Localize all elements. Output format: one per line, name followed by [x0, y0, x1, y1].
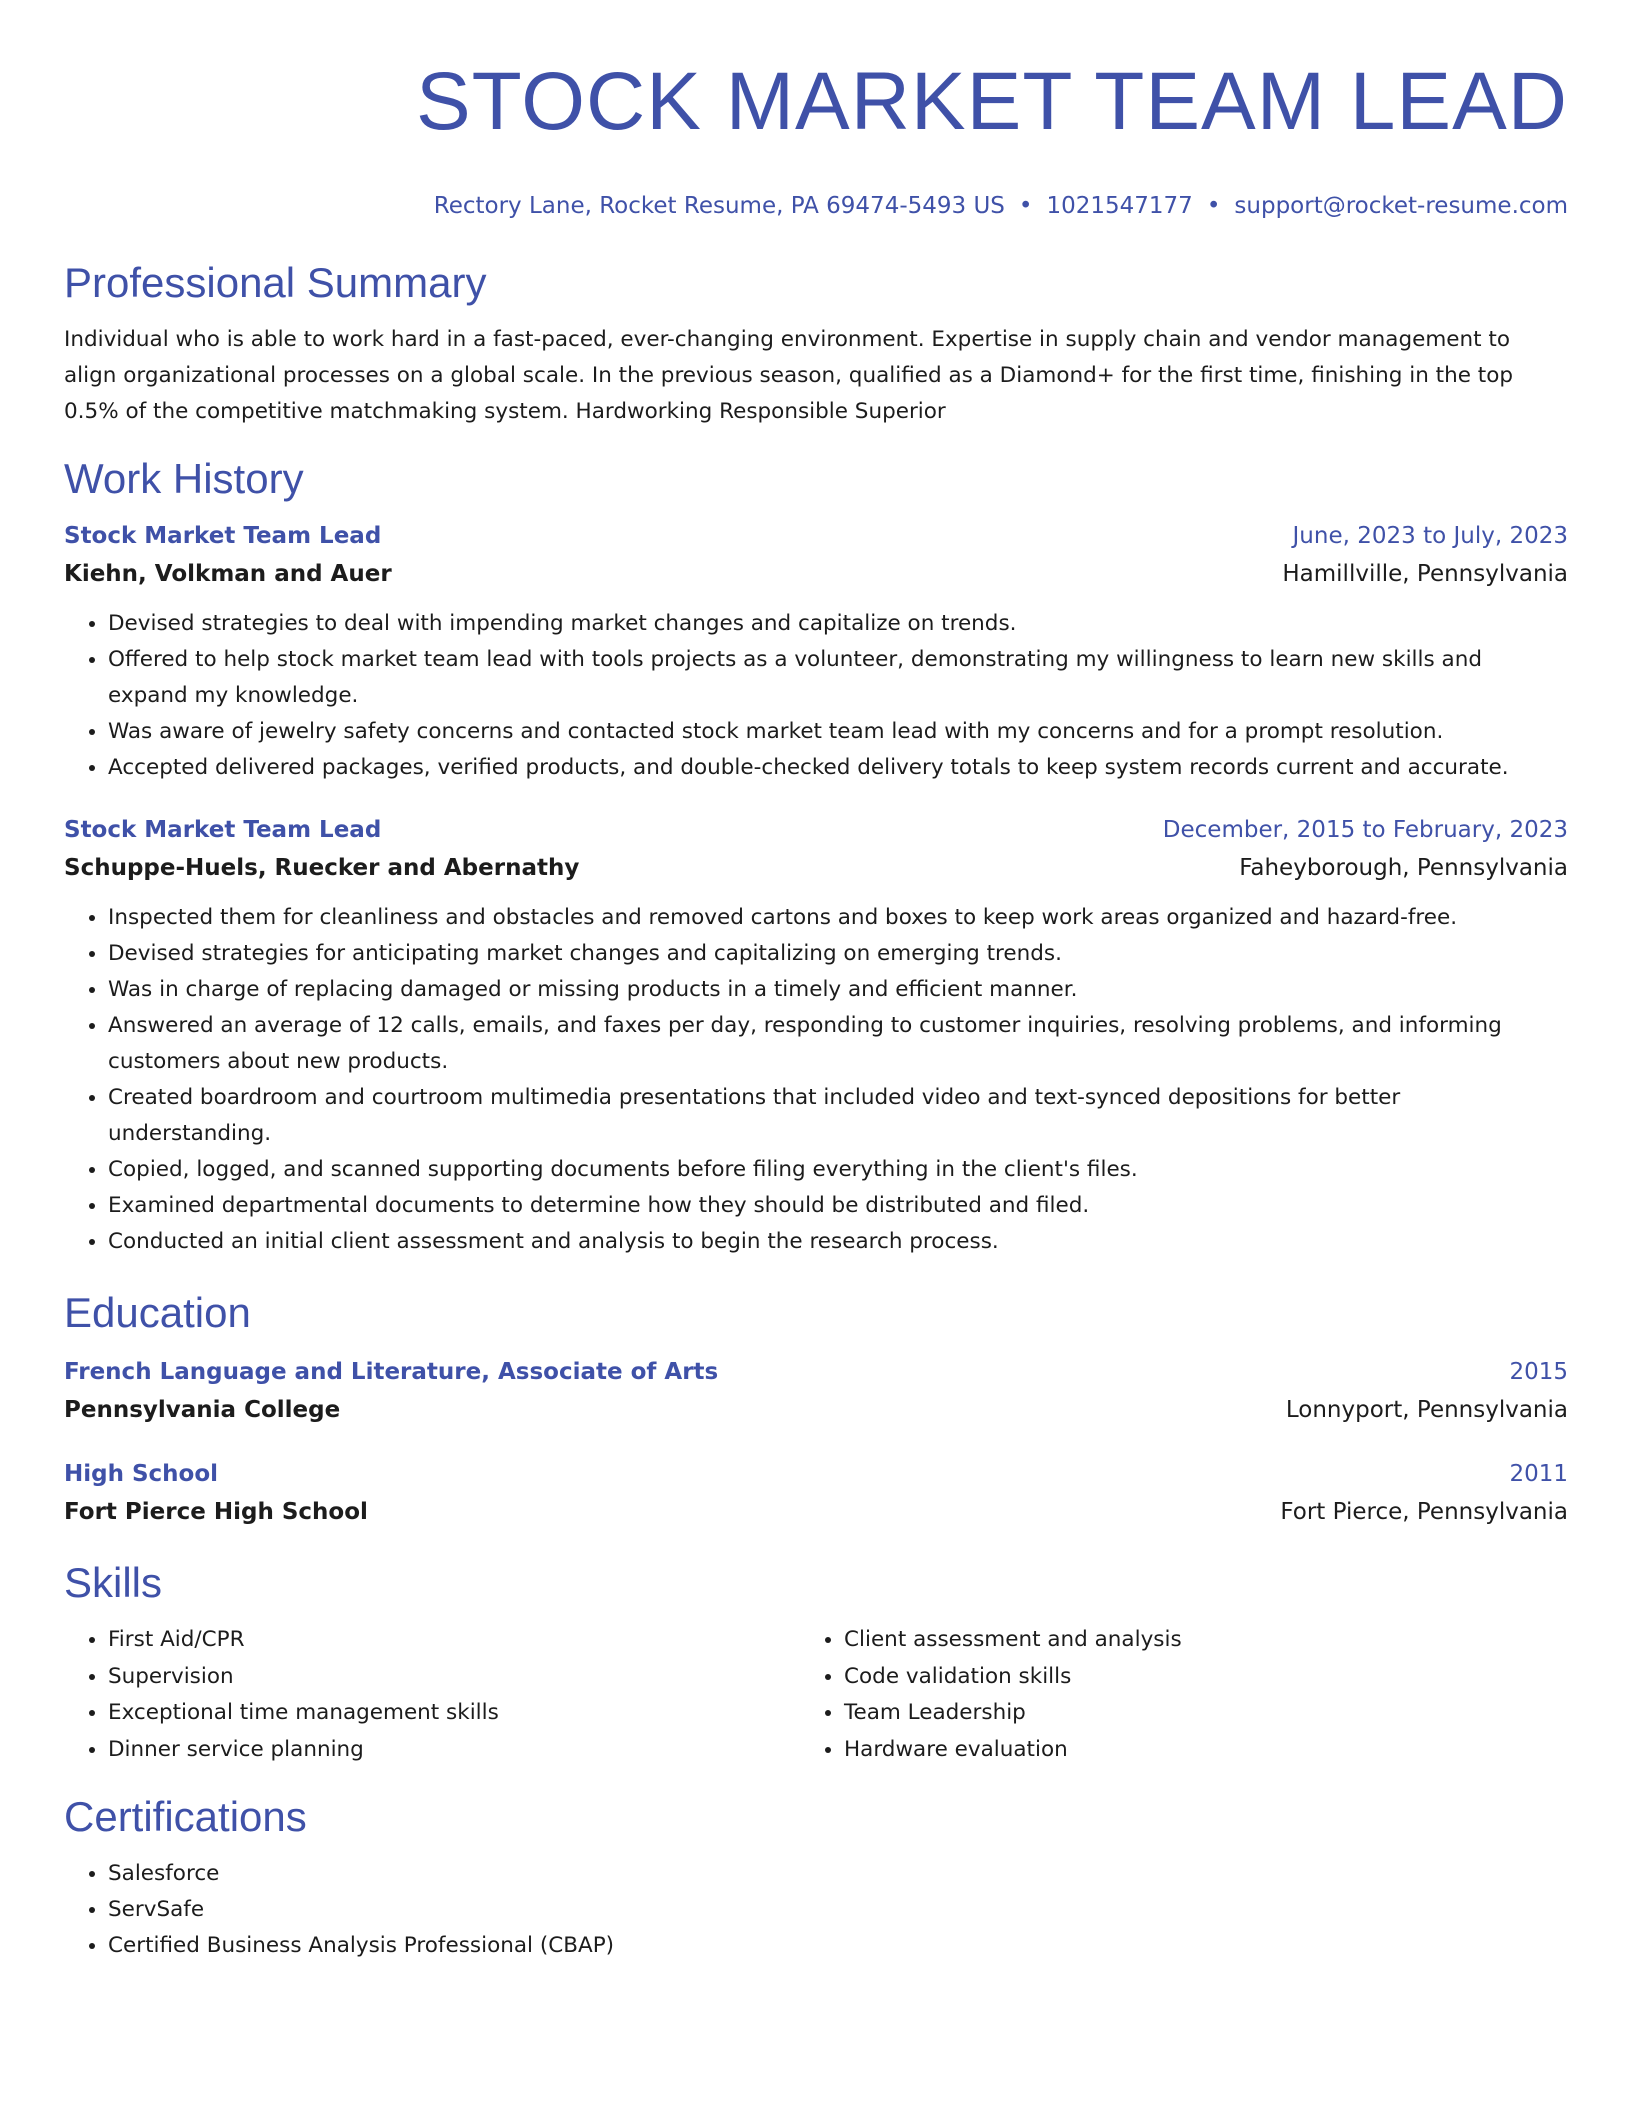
summary-text: Individual who is able to work hard in a fast-paced, ever-changing environment. Expertise in supply chain and vendor management to align organizational processes on a global scale. In the previous season, qualified as a Diamond+ for the first time, finishing in the top 0.5% of the competitive matchmaking system. Hardworking Responsible Superior [64, 327, 1514, 424]
skills-list [64, 1622, 800, 1768]
job-header [64, 812, 1568, 848]
skills-grid [64, 1622, 1568, 1768]
certification-item: • Salesforce [108, 1856, 1568, 1892]
job-company: Kiehn, Volkman and Auer [64, 561, 392, 587]
job-role: Stock Market Team Lead [64, 523, 382, 549]
education-entry [64, 1456, 1568, 1532]
job-bullet: • Was aware of jewelry safety concerns and contacted stock market team lead with my concerns and for a prompt resolution. [108, 714, 1568, 750]
contact-address: Rectory Lane, Rocket Resume, PA 69474-5493 US [433, 193, 1005, 219]
job-bullet: • Examined departmental documents to determine how they should be distributed and filed. [108, 1188, 1568, 1224]
job-header [64, 518, 1568, 554]
job-role: Stock Market Team Lead [64, 817, 382, 843]
job-bullet: • Copied, logged, and scanned supporting documents before filing everything in the client's files. [108, 1152, 1568, 1188]
education-degree: High School [64, 1461, 219, 1487]
skill-item: • Dinner service planning [108, 1732, 800, 1769]
work-history-heading: Work History [64, 455, 304, 502]
skills-column-left [64, 1622, 800, 1768]
job-bullet: • Answered an average of 12 calls, emails, and faxes per day, responding to customer inquiries, resolving problems, and informing customers about new products. [108, 1008, 1568, 1080]
contact-separator: • [1018, 193, 1033, 219]
job-subheader [64, 554, 1568, 594]
job-bullet: • Offered to help stock market team lead with tools projects as a volunteer, demonstrating my willingness to learn new skills and expand my knowledge. [108, 642, 1568, 714]
education-heading: Education [64, 1289, 251, 1336]
job-bullet: • Devised strategies for anticipating market changes and capitalizing on emerging trends. [108, 936, 1568, 972]
certification-item: • ServSafe [108, 1892, 1568, 1928]
job-bullet: • Created boardroom and courtroom multimedia presentations that included video and text-synced depositions for better understanding. [108, 1080, 1568, 1152]
certifications-heading: Certifications [64, 1793, 307, 1840]
skills-list [800, 1622, 1536, 1768]
skill-item: • Client assessment and analysis [844, 1622, 1536, 1659]
contact-email[interactable]: support@rocket-resume.com [1234, 193, 1568, 219]
contact-separator: • [1206, 193, 1221, 219]
job-entry [64, 812, 1568, 1260]
job-dates: June, 2023 to July, 2023 [1292, 523, 1568, 549]
job-bullet: • Devised strategies to deal with impending market changes and capitalize on trends. [108, 606, 1568, 642]
education-degree: French Language and Literature, Associate of Arts [64, 1359, 719, 1385]
skills-heading: Skills [64, 1559, 163, 1606]
education-school: Pennsylvania College [64, 1397, 341, 1423]
job-bullets [64, 606, 1568, 786]
summary-heading: Professional Summary [64, 259, 487, 306]
job-dates: December, 2015 to February, 2023 [1162, 817, 1568, 843]
education-year: 2011 [1509, 1461, 1568, 1487]
job-entry [64, 518, 1568, 786]
skill-item: • Exceptional time management skills [108, 1695, 800, 1732]
education-location: Lonnyport, Pennsylvania [1285, 1397, 1568, 1423]
education-header [64, 1354, 1568, 1390]
job-bullet: • Conducted an initial client assessment and analysis to begin the research process. [108, 1224, 1568, 1260]
resume-name: STOCK MARKET TEAM LEAD [415, 56, 1568, 147]
job-bullet: • Accepted delivered packages, verified products, and double-checked delivery totals to keep system records current and accurate. [108, 750, 1568, 786]
education-subheader [64, 1492, 1568, 1532]
skills-column-right [800, 1622, 1536, 1768]
job-location: Faheyborough, Pennsylvania [1239, 855, 1568, 881]
job-location: Hamillville, Pennsylvania [1282, 561, 1568, 587]
education-school: Fort Pierce High School [64, 1499, 368, 1525]
education-entry [64, 1354, 1568, 1430]
job-bullet: • Inspected them for cleanliness and obstacles and removed cartons and boxes to keep work areas organized and hazard-free. [108, 900, 1568, 936]
skill-item: • Hardware evaluation [844, 1732, 1536, 1769]
skill-item: • Team Leadership [844, 1695, 1536, 1732]
job-bullets [64, 900, 1568, 1260]
contact-phone: 1021547177 [1046, 193, 1193, 219]
education-location: Fort Pierce, Pennsylvania [1280, 1499, 1568, 1525]
job-bullet: • Was in charge of replacing damaged or missing products in a timely and efficient manner. [108, 972, 1568, 1008]
education-year: 2015 [1509, 1359, 1568, 1385]
skill-item: • Code validation skills [844, 1659, 1536, 1696]
skill-item: • First Aid/CPR [108, 1622, 800, 1659]
skill-item: • Supervision [108, 1659, 800, 1696]
job-subheader [64, 848, 1568, 888]
certifications-list [64, 1856, 1568, 1964]
education-header [64, 1456, 1568, 1492]
contact-line [64, 190, 1568, 222]
job-company: Schuppe-Huels, Ruecker and Abernathy [64, 855, 580, 881]
education-subheader [64, 1390, 1568, 1430]
certification-item: • Certified Business Analysis Professional (CBAP) [108, 1928, 1568, 1964]
